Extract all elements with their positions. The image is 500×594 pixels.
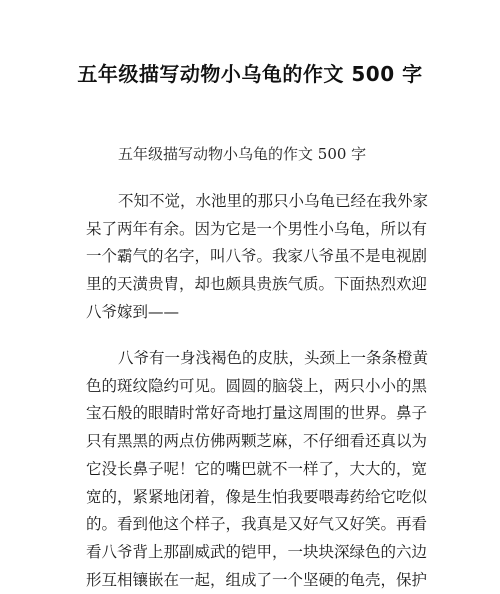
paragraph-line: 一个霸气的名字，叫八爷。我家八爷虽不是电视剧 (86, 247, 428, 266)
paragraph-line: 不知不觉，水池里的那只小乌龟已经在我外家 (118, 192, 429, 210)
paragraph-line: 只有黑黑的两点仿佛两颗芝麻，不仔细看还真以为 (86, 432, 428, 451)
document-title: 五年级描写动物小乌龟的作文 500 字 (77, 62, 423, 86)
paragraph-line: 它没长鼻子呢！它的嘴巴就不一样了，大大的，宽 (86, 459, 428, 478)
paragraph-1 (86, 188, 429, 327)
paragraph-line: 八爷有一身浅褐色的皮肤，头颈上一条条橙黄 (118, 349, 429, 367)
paragraph-line: 呆了两年有余。因为它是一个男性小乌龟，所以有 (86, 219, 428, 238)
paragraph-line: 宝石般的眼睛时常好奇地打量这周围的世界。鼻子 (86, 404, 428, 423)
essay-heading: 五年级描写动物小乌龟的作文 500 字 (118, 145, 367, 163)
paragraph-2 (86, 345, 429, 594)
paragraph-line: 的。看到他这个样子，我真是又好气又好笑。再看 (86, 515, 428, 534)
paragraph-line: 宽的，紧紧地闭着，像是生怕我要喂毒药给它吃似 (86, 487, 428, 506)
paragraph-line: 色的斑纹隐约可见。圆圆的脑袋上，两只小小的黑 (86, 376, 428, 395)
paragraph-line: 看八爷背上那副威武的铠甲，一块块深绿色的六边 (86, 542, 428, 561)
paragraph-line: 里的天潢贵胄，却也颇具贵族气质。下面热烈欢迎 (86, 275, 428, 294)
paragraph-line: 形互相镶嵌在一起，组成了一个坚硬的龟壳，保护 (86, 570, 428, 589)
paragraph-line: 八爷嫁到—— (86, 302, 180, 321)
